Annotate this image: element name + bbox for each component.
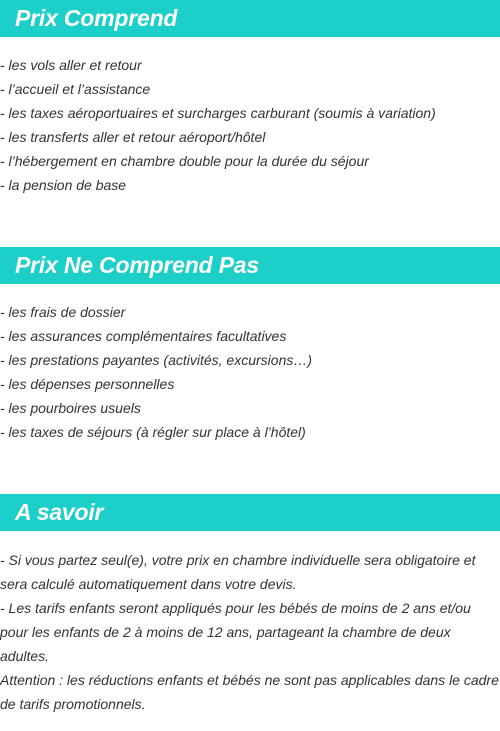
list-item: - les pourboires usuels xyxy=(0,400,141,416)
list-item: - les vols aller et retour xyxy=(0,57,142,73)
list-item: - les taxes aéroportuaires et surcharges carburant (soumis à variation) xyxy=(0,105,436,121)
info-paragraph: Attention : les réductions enfants et bébés ne sont pas applicables dans le cadre de tarifs promotionnels. xyxy=(0,672,499,712)
list-item: - les dépenses personnelles xyxy=(0,376,175,392)
info-paragraph: - Si vous partez seul(e), votre prix en chambre individuelle sera obligatoire et sera calculé automatiquement dans votre devis. xyxy=(0,552,476,592)
list-item: - l’hébergement en chambre double pour la durée du séjour xyxy=(0,153,369,169)
list-item: - les transferts aller et retour aéroport/hôtel xyxy=(0,129,266,145)
section-title-prix-ne-comprend-pas: Prix Ne Comprend Pas xyxy=(0,247,500,284)
list-item: - les prestations payantes (activités, excursions…) xyxy=(0,352,313,368)
list-item: - les assurances complémentaires facultatives xyxy=(0,328,287,344)
info-paragraph: - Les tarifs enfants seront appliqués pour les bébés de moins de 2 ans et/ou pour les enfants de 2 à moins de 12 ans, partageant la chambre de deux adultes. xyxy=(0,600,471,664)
section-title-a-savoir: A savoir xyxy=(0,494,500,531)
a-savoir-content xyxy=(0,548,500,716)
list-item: - l’accueil et l’assistance xyxy=(0,81,151,97)
included-list xyxy=(0,53,500,197)
excluded-list xyxy=(0,300,500,444)
section-title-prix-comprend: Prix Comprend xyxy=(0,0,500,37)
list-item: - les frais de dossier xyxy=(0,304,126,320)
list-item: - la pension de base xyxy=(0,177,127,193)
list-item: - les taxes de séjours (à régler sur place à l’hôtel) xyxy=(0,424,306,440)
